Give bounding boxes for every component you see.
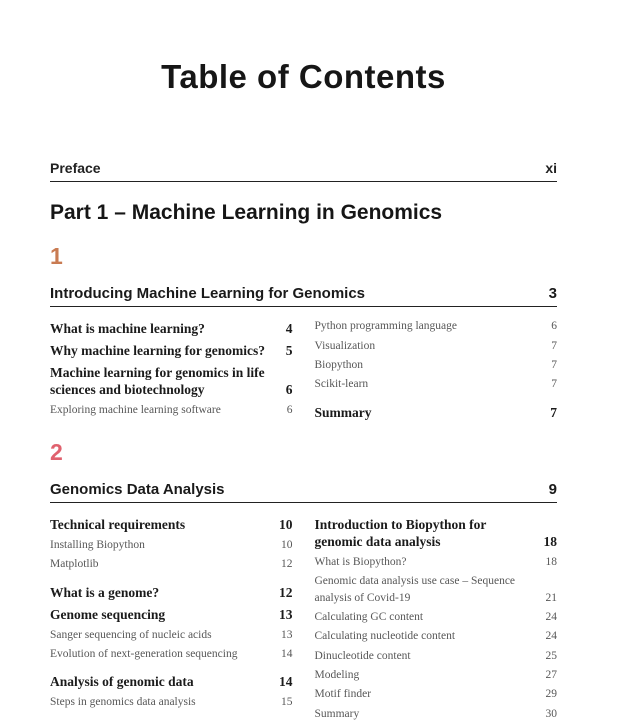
toc-entry	[315, 516, 558, 550]
preface-page-number: xi	[545, 160, 557, 176]
toc-entry	[50, 584, 293, 601]
toc-entry-label: Calculating nucleotide content	[314, 630, 456, 643]
toc-entry-page: 12	[281, 558, 293, 571]
toc-entry	[315, 648, 558, 664]
toc-entry-label: Why machine learning for genomics?	[50, 343, 265, 359]
toc-entry-label: Dinucleotide content	[314, 649, 411, 662]
toc-entry	[50, 694, 293, 710]
toc-entry-page: 24	[545, 610, 557, 623]
toc-entry-label: Machine learning for genomics in life sciences and biotechnology	[50, 365, 265, 398]
toc-entry-page: 18	[543, 533, 557, 549]
toc-entry	[50, 320, 293, 337]
toc-entry-page: 29	[545, 688, 557, 701]
toc-entry	[50, 516, 293, 533]
toc-entry-page: 10	[281, 538, 293, 551]
toc-entry-page: 25	[545, 649, 557, 662]
toc-entry-label: Introduction to Biopython for genomic data analysis	[314, 516, 487, 549]
chapter-section	[50, 440, 557, 722]
toc-entry	[315, 628, 558, 644]
toc-entry	[315, 686, 558, 702]
toc-entry-page: 7	[551, 358, 557, 371]
toc-entry-label: Steps in genomics data analysis	[50, 696, 196, 709]
chapter-columns	[50, 511, 557, 722]
toc-entry-label: Technical requirements	[50, 516, 186, 532]
toc-entry-page: 6	[551, 320, 557, 333]
toc-entry	[50, 646, 293, 662]
toc-entry	[315, 667, 558, 683]
toc-entry	[315, 338, 558, 354]
toc-entry-page: 18	[545, 555, 557, 568]
toc-entry	[315, 318, 558, 334]
preface-row	[50, 160, 557, 182]
toc-entry-page: 6	[286, 404, 293, 417]
toc-entry-label: Evolution of next-generation sequencing	[50, 647, 238, 660]
part-heading: Part 1 – Machine Learning in Genomics	[50, 201, 443, 224]
toc-entry-label: Motif finder	[314, 688, 372, 701]
toc-entry-label: Scikit-learn	[314, 378, 369, 391]
right-column	[315, 315, 558, 420]
toc-entry-label: Modeling	[314, 668, 360, 681]
right-column	[315, 511, 558, 722]
toc-entry-label: Sanger sequencing of nucleic acids	[50, 628, 212, 641]
chapter-number: 2	[50, 438, 63, 465]
toc-entry-page: 30	[545, 707, 557, 720]
toc-entry	[50, 364, 293, 398]
toc-entry-page: 21	[545, 591, 557, 604]
toc-entry	[315, 404, 558, 421]
chapter-title-row	[50, 481, 557, 503]
toc-entry-label: Analysis of genomic data	[50, 674, 194, 690]
chapter-page-number: 3	[548, 285, 557, 303]
toc-entry-label: Summary	[314, 404, 372, 420]
toc-entry-label: Python programming language	[314, 320, 457, 333]
toc-entry	[50, 402, 293, 418]
toc-entry-page: 13	[279, 606, 293, 622]
toc-entry	[315, 357, 558, 373]
chapter-title: Introducing Machine Learning for Genomics	[50, 285, 366, 303]
toc-entry-page: 27	[545, 668, 557, 681]
preface-label: Preface	[50, 160, 101, 176]
toc-entry-page: 6	[285, 382, 293, 398]
chapter-columns	[50, 315, 557, 420]
toc-entry-label: Genome sequencing	[50, 606, 166, 622]
toc-entry	[50, 556, 293, 572]
toc-entry	[50, 537, 293, 553]
chapters-container	[50, 244, 557, 722]
toc-entry-page: 12	[279, 584, 293, 600]
toc-entry	[315, 554, 558, 570]
toc-entry-page: 4	[285, 321, 293, 337]
toc-entry-page: 14	[279, 674, 293, 690]
chapter-title: Genomics Data Analysis	[50, 480, 225, 498]
toc-entry-label: What is Biopython?	[314, 555, 407, 568]
chapter-title-row	[50, 285, 557, 307]
toc-entry-page: 13	[281, 628, 293, 641]
toc-entry-page: 7	[551, 339, 557, 352]
chapter-page-number: 9	[548, 480, 557, 498]
toc-entry	[315, 609, 558, 625]
toc-entry	[50, 606, 293, 623]
toc-entry-label: What is a genome?	[50, 584, 160, 600]
toc-entry	[50, 627, 293, 643]
toc-entry	[315, 376, 558, 392]
page-title: Table of Contents	[161, 58, 446, 95]
toc-entry-page: 7	[550, 404, 557, 420]
toc-entry-page: 5	[285, 343, 293, 359]
chapter-section	[50, 244, 557, 421]
toc-entry-page: 10	[279, 516, 293, 532]
toc-entry	[315, 573, 558, 606]
toc-entry	[50, 673, 293, 690]
toc-entry-label: Matplotlib	[50, 558, 99, 571]
toc-entry-label: Visualization	[314, 339, 376, 352]
left-column	[50, 511, 293, 722]
chapter-number: 1	[50, 243, 63, 269]
toc-entry-label: Calculating GC content	[314, 610, 424, 623]
toc-entry-label: What is machine learning?	[50, 321, 205, 337]
toc-entry-label: Exploring machine learning software	[50, 404, 221, 417]
toc-entry-page: 15	[281, 696, 293, 709]
toc-entry	[50, 342, 293, 359]
toc-entry-label: Biopython	[314, 358, 364, 371]
toc-entry-label: Installing Biopython	[50, 538, 145, 551]
toc-entry-page: 14	[281, 647, 293, 660]
toc-entry-label: Genomic data analysis use case – Sequence analysis of Covid-19	[314, 575, 516, 604]
toc-entry-label: Summary	[314, 707, 360, 720]
toc-entry-page: 7	[551, 378, 557, 391]
left-column	[50, 315, 293, 420]
toc-entry-page: 24	[545, 630, 557, 643]
